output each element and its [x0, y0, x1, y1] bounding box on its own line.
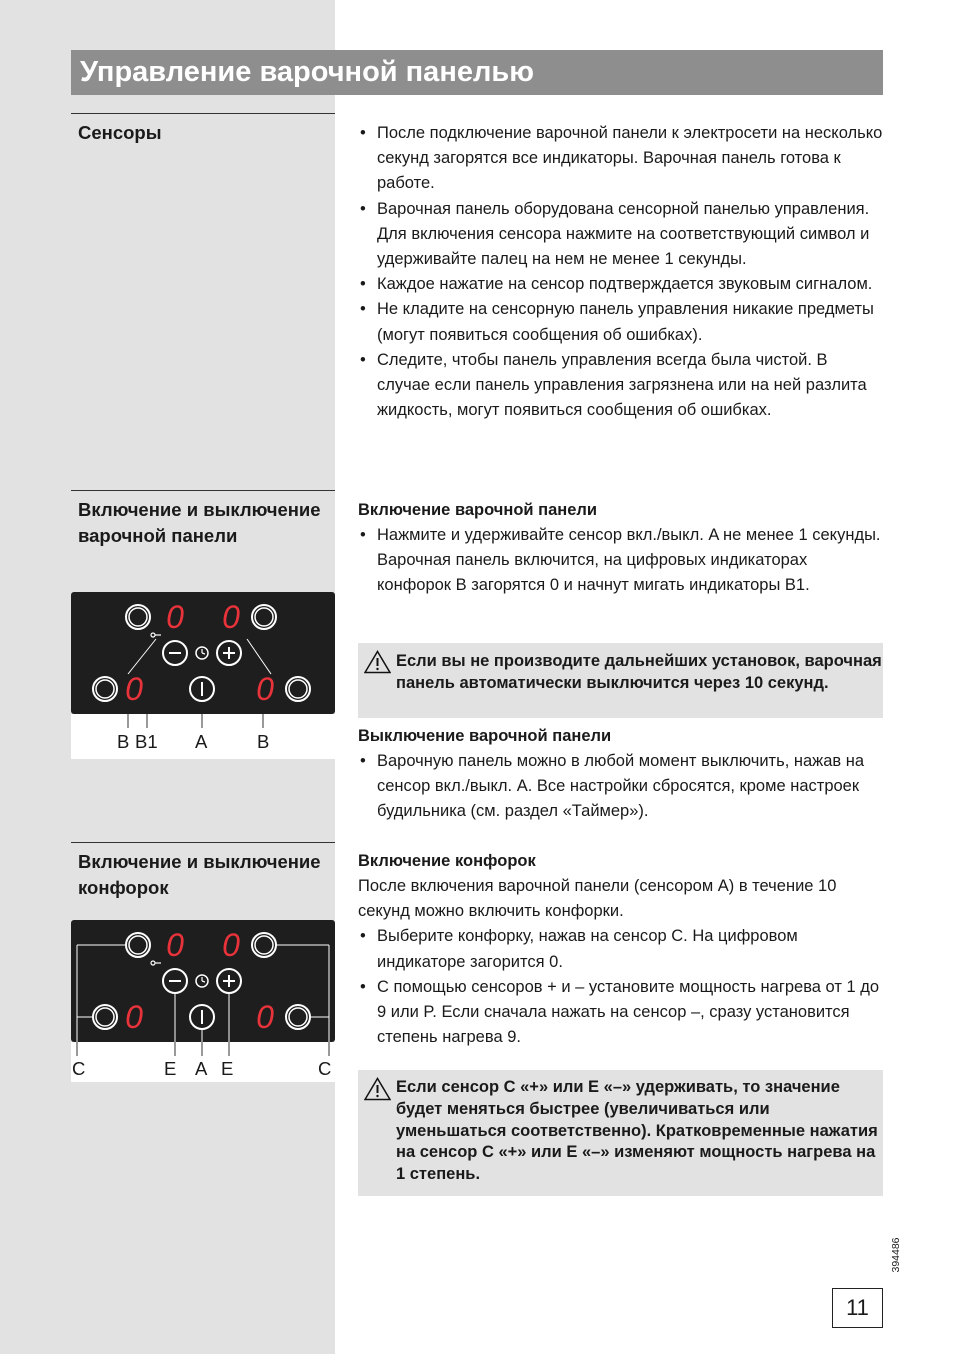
section-divider — [71, 490, 335, 491]
burner-digit-display: 0 — [166, 599, 184, 635]
label-e: E — [221, 1058, 234, 1079]
onoff-on-block — [358, 498, 883, 599]
control-panel-svg — [71, 920, 335, 1042]
burners-bullet-list — [358, 924, 883, 1050]
onoff-off-block — [358, 724, 883, 825]
warning-note — [358, 1070, 883, 1196]
document-number: 394486 — [890, 1237, 902, 1273]
off-bullet-list — [358, 749, 883, 825]
control-panel-svg — [71, 592, 335, 714]
control-panel-diagram-1 — [71, 592, 335, 714]
list-item: • С помощью сенсоров + и – установите мощность нагрева от 1 до 9 или P. Если сначала нажать на сенсор –, сразу установится степень нагрева 9. — [358, 975, 883, 1051]
list-item: • Варочная панель оборудована сенсорной панелью управления. Для включения сенсора нажмите на соответствующий символ и удерживайте палец на нем не менее 1 секунды. — [358, 197, 883, 273]
list-item: • Не кладите на сенсорную панель управления никакие предметы (могут появиться сообщения об ошибках). — [358, 297, 883, 347]
list-item: • Каждое нажатие на сенсор подтверждается звуковым сигналом. — [358, 272, 883, 297]
burner-digit-display: 0 — [125, 671, 143, 707]
burner-digit-display: 0 — [125, 999, 143, 1035]
page-number: 11 — [832, 1288, 883, 1328]
label-a: A — [195, 731, 208, 752]
title-bar — [71, 50, 883, 95]
panel-1-labels — [71, 714, 335, 759]
subheading-burners-on: Включение конфорок — [358, 852, 536, 870]
label-b: B — [257, 731, 270, 752]
subheading-on: Включение варочной панели — [358, 501, 598, 519]
section-divider — [71, 842, 335, 843]
page-title: Управление варочной панелью — [80, 56, 534, 88]
burner-digit-display: 0 — [222, 599, 240, 635]
panel-2-labels — [71, 1042, 335, 1082]
label-b1: B1 — [135, 731, 158, 752]
warning-text: Если сенсор C «+» или E «–» удерживать, то значение будет меняться быстрее (увеличиваться или уменьшаться соответственно). Кратковременные нажатия на сенсор C «+» или E «–» изменяют мощность нагрева на 1 степень. — [396, 1078, 878, 1184]
section-heading-sensors: Сенсоры — [78, 122, 162, 143]
control-panel-diagram-2 — [71, 920, 335, 1042]
list-item: • Нажмите и удерживайте сенсор вкл./выкл. A не менее 1 секунды. Варочная панель включится, на цифровых индикаторах конфорок B загорятся 0 и начнут мигать индикаторы B1. — [358, 523, 883, 599]
subheading-off: Выключение варочной панели — [358, 727, 612, 745]
burner-digit-display: 0 — [166, 927, 184, 963]
warning-triangle-icon — [364, 1077, 391, 1101]
section-heading-onoff: Включение и выключение варочной панели — [78, 499, 321, 546]
list-item: • Следите, чтобы панель управления всегда была чистой. В случае если панель управления загрязнена или на ней разлита жидкость, могут появиться сообщения об ошибках. — [358, 348, 883, 424]
burner-digit-display: 0 — [256, 999, 274, 1035]
warning-text: Если вы не производите дальнейших установок, варочная панель автоматически выключится через 10 секунд. — [396, 652, 882, 692]
warning-note — [358, 643, 883, 718]
burner-digit-display: 0 — [222, 927, 240, 963]
list-item: • После подключение варочной панели к электросети на несколько секунд загорятся все индикаторы. Варочная панель готова к работе. — [358, 121, 883, 197]
section-divider — [71, 113, 335, 114]
list-item: • Выберите конфорку, нажав на сенсор C. На цифровом индикаторе загорится 0. — [358, 924, 883, 974]
section-heading-burners: Включение и выключение конфорок — [78, 851, 321, 898]
label-b: B — [117, 731, 130, 752]
label-e: E — [164, 1058, 177, 1079]
burner-digit-display: 0 — [256, 671, 274, 707]
warning-triangle-icon — [364, 650, 391, 674]
burners-block — [358, 849, 883, 1050]
burners-intro: После включения варочной панели (сенсором A) в течение 10 секунд можно включить конфорки. — [358, 877, 837, 921]
on-bullet-list — [358, 523, 883, 599]
label-c: C — [72, 1058, 86, 1079]
sensors-bullet-list — [358, 121, 883, 423]
label-c: C — [318, 1058, 332, 1079]
list-item: • Варочную панель можно в любой момент выключить, нажав на сенсор вкл./выкл. A. Все настройки сбросятся, кроме настроек будильника (см. раздел «Таймер»). — [358, 749, 883, 825]
sensors-text — [358, 121, 883, 423]
label-a: A — [195, 1058, 208, 1079]
